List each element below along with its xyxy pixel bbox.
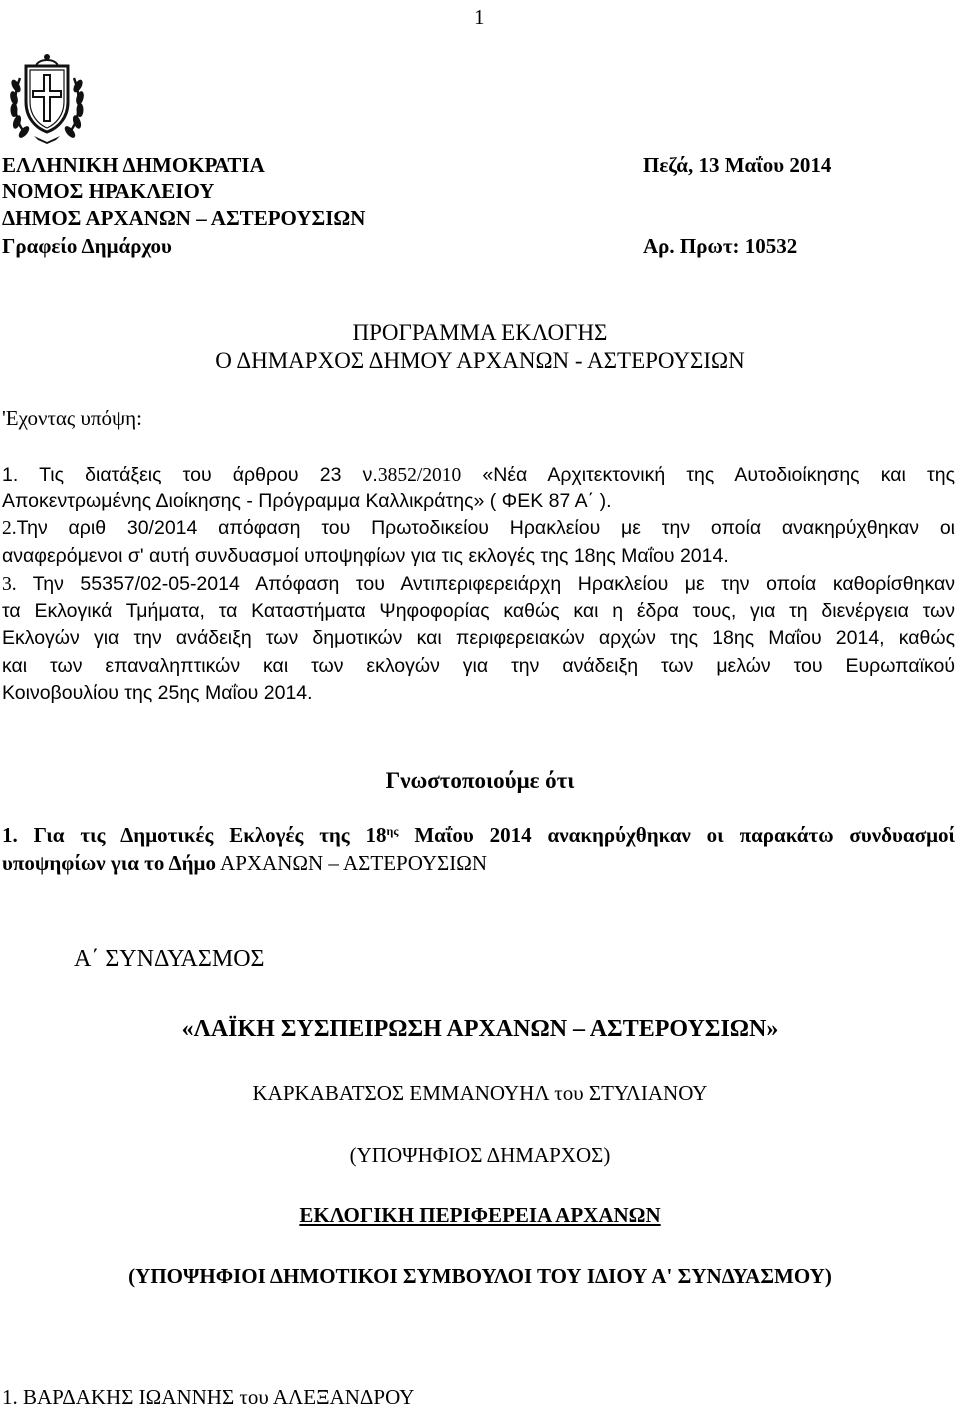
announce-line-1 <box>2 822 955 848</box>
item-3-line-1 <box>2 572 955 597</box>
announce-ordinal-suffix: ης <box>386 824 399 838</box>
item-3-line-4: και των επαναληπτικών και των εκλογών για την ανάδειξη των μελών του Ευρωπαϊκού <box>2 655 955 677</box>
announce-heading: Γνωστοποιούμε ότι <box>385 768 575 793</box>
announce-municipality-name: ΑΡΧΑΝΩΝ – ΑΣΤΕΡΟΥΣΙΩΝ <box>215 851 487 875</box>
announce-line-2 <box>2 850 487 876</box>
item-3-text: Την 55357/02-05-2014 Απόφαση του Αντιπεριφερειάρχη Ηρακλείου με την οποία καθορίσθηκαν <box>16 573 955 595</box>
councillors-heading: (ΥΠΟΨΗΦΙΟΙ ΔΗΜΟΤΙΚΟΙ ΣΥΜΒΟΥΛΟΙ ΤΟΥ ΙΔΙΟΥ Α' ΣΥΝΔΥΑΣΜΟΥ) <box>128 1264 832 1288</box>
item-3-number: 3. <box>2 574 17 595</box>
org-line-prefecture: ΝΟΜΟΣ ΗΡΑΚΛΕΙΟΥ <box>2 179 215 203</box>
announce-line-1-text-a: 1. Για τις Δημοτικές Εκλογές της 18 <box>2 823 387 847</box>
item-3-line-3: Εκλογών για την ανάδειξη των δημοτικών και περιφερειακών αρχών της 18ης Μαΐου 2014, καθώς <box>2 627 955 649</box>
candidate-list-item: 1. ΒΑΡΔΑΚΗΣ ΙΩΑΝΝΗΣ του ΑΛΕΞΑΝΔΡΟΥ <box>2 1385 415 1409</box>
org-line-office: Γραφείο Δημάρχου <box>2 234 172 258</box>
item-3-line-5: Κοινοβουλίου της 25ης Μαΐου 2014. <box>2 682 313 704</box>
item-2-line-2: αναφερόμενοι σ' αυτή συνδυασμοί υποψηφίων για τις εκλογές της 18ης Μαΐου 2014. <box>2 545 729 567</box>
program-subtitle: Ο ΔΗΜΑΡΧΟΣ ΔΗΜΟΥ ΑΡΧΑΝΩΝ - ΑΣΤΕΡΟΥΣΙΩΝ <box>215 348 745 373</box>
item-1-text-a: 1. Τις διατάξεις του άρθρου 23 ν. <box>2 464 378 486</box>
item-1-line-1 <box>2 463 955 488</box>
document-date: Πεζά, 13 Μαΐου 2014 <box>643 153 832 177</box>
item-3-line-2: τα Εκλογικά Τμήματα, τα Καταστήματα Ψηφοφορίας καθώς και η έδρα τους, για τη διενέργεια των <box>2 600 955 622</box>
protocol-number: Αρ. Πρωτ: 10532 <box>643 234 798 258</box>
announce-line-1-text-b: Μαΐου 2014 ανακηρύχθηκαν οι παρακάτω συνδυασμοί <box>398 823 955 847</box>
item-1-text-c: «Νέα Αρχιτεκτονική της Αυτοδιοίκησης και της <box>461 464 955 486</box>
mayor-candidate-role: (ΥΠΟΨΗΦΙΟΣ ΔΗΜΑΡΧΟΣ) <box>349 1143 611 1167</box>
page-number: 1 <box>474 5 485 29</box>
program-title: ΠΡΟΓΡΑΜΜΑ ΕΚΛΟΓΗΣ <box>352 320 608 345</box>
item-1-line-2: Αποκεντρωμένης Διοίκησης - Πρόγραμμα Καλλικράτης» ( ΦΕΚ 87 Α΄ ). <box>2 490 612 512</box>
org-line-municipality: ΔΗΜΟΣ ΑΡΧΑΝΩΝ – ΑΣΤΕΡΟΥΣΙΩΝ <box>2 206 366 230</box>
electoral-district: ΕΚΛΟΓΙΚΗ ΠΕΡΙΦΕΡΕΙΑ ΑΡΧΑΝΩΝ <box>299 1203 661 1227</box>
item-1-law-number: 3852/2010 <box>377 465 462 486</box>
state-emblem-icon <box>10 52 84 144</box>
item-2-text: Την αριθ 30/2014 απόφαση του Πρωτοδικείου Ηρακλείου με την οποία ανακηρύχθηκαν οι <box>16 517 955 539</box>
item-2-number: 2. <box>2 518 17 539</box>
mayor-candidate-name: ΚΑΡΚΑΒΑΤΣΟΣ ΕΜΜΑΝΟΥΗΛ του ΣΤΥΛΙΑΝΟΥ <box>252 1081 708 1105</box>
announce-line-2-text-a: υποψηφίων για το Δήμο <box>2 851 216 875</box>
org-line-republic: ΕΛΛΗΝΙΚΗ ΔΗΜΟΚΡΑΤΙΑ <box>2 153 265 177</box>
item-2-line-1 <box>2 516 955 541</box>
considering-label: 'Εχοντας υπόψη: <box>2 406 142 430</box>
combination-name: «ΛΑΪΚΗ ΣΥΣΠΕΙΡΩΣΗ ΑΡΧΑΝΩΝ – ΑΣΤΕΡΟΥΣΙΩΝ» <box>181 1016 779 1042</box>
combination-label: Α΄ ΣΥΝΔΥΑΣΜΟΣ <box>74 946 265 972</box>
